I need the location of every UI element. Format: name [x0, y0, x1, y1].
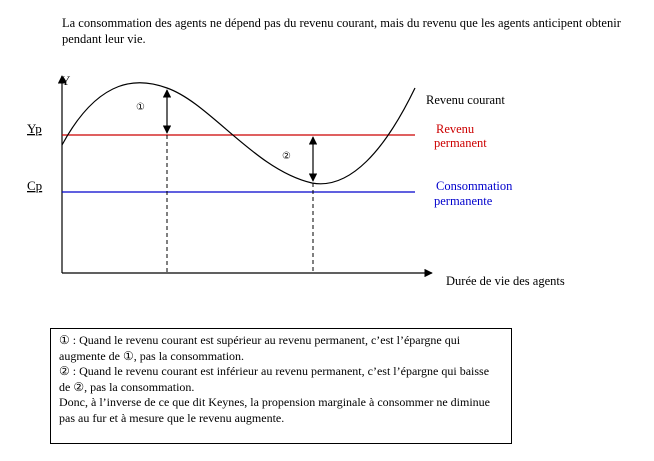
note-line-2: ② : Quand le revenu courant est inférieur au revenu permanent, c’est l’épargne qui baisse de ②, pas la consommation. [59, 364, 490, 394]
consumption-label-2: permanente [434, 194, 493, 208]
cp-label: Cp [27, 178, 43, 193]
intro-text: La consommation des agents ne dépend pas du revenu courant, mais du revenu que les agents anticipent obtenir pendant leur vie. [62, 16, 621, 46]
yp-label: Yp [27, 121, 42, 136]
current-income-curve [62, 83, 415, 184]
note-line-3: Donc, à l’inverse de ce que dit Keynes, la propension marginale à consommer ne diminue pas au fur et à mesure que le revenu augmente. [59, 395, 490, 425]
explanation-box [50, 328, 512, 444]
marker-2: ② [282, 151, 291, 162]
permanent-income-label-1: Revenu [436, 122, 475, 136]
y-axis-label: Y [61, 73, 71, 88]
consumption-label-1: Consommation [436, 179, 513, 193]
marker-1: ① [136, 102, 145, 113]
curve-label: Revenu courant [426, 93, 505, 107]
x-axis-label: Durée de vie des agents [446, 274, 565, 288]
note-line-1: ① : Quand le revenu courant est supérieur au revenu permanent, c’est l’épargne qui augmente de ①, pas la consommation. [59, 333, 461, 363]
permanent-income-label-2: permanent [434, 136, 487, 150]
